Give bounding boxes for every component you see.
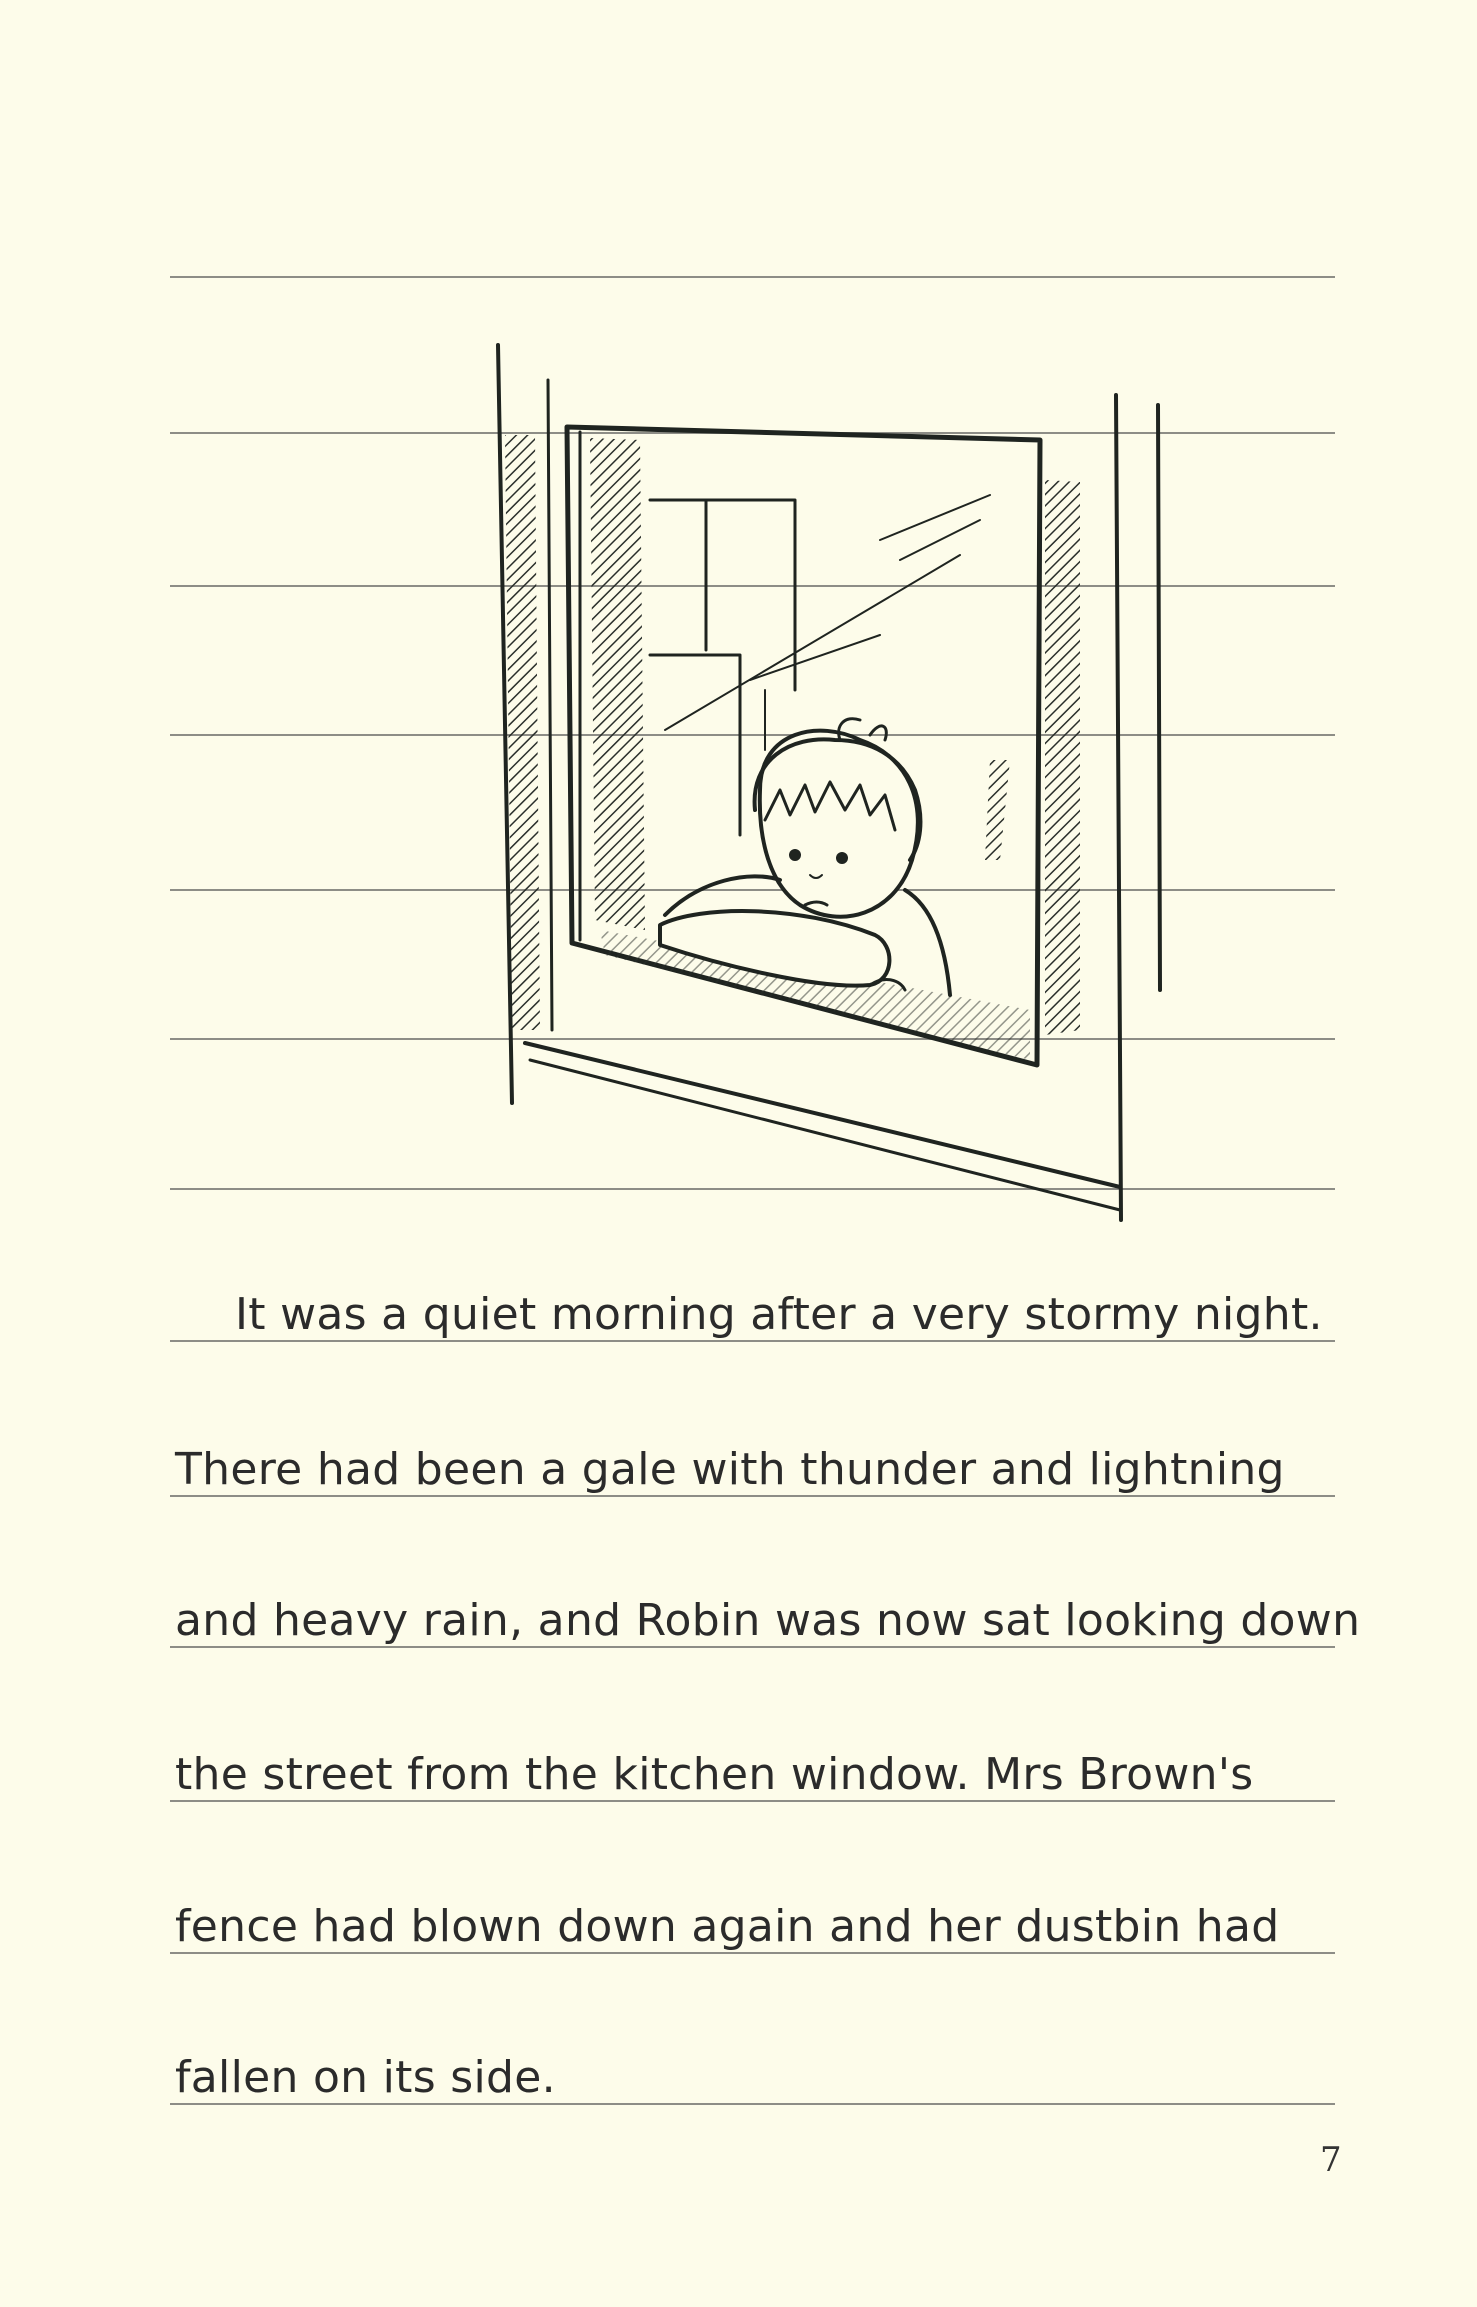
story-line-4: the street from the kitchen window. Mrs Brown's xyxy=(175,1749,1254,1800)
story-line-2: There had been a gale with thunder and lightning xyxy=(175,1444,1285,1495)
story-line-5: fence had blown down again and her dustbin had xyxy=(175,1901,1280,1952)
story-line-6: fallen on its side. xyxy=(175,2052,556,2103)
page-number: 7 xyxy=(1320,2140,1342,2180)
story-line-3: and heavy rain, and Robin was now sat looking down xyxy=(175,1595,1361,1646)
story-line-1: It was a quiet morning after a very stormy night. xyxy=(235,1289,1323,1340)
